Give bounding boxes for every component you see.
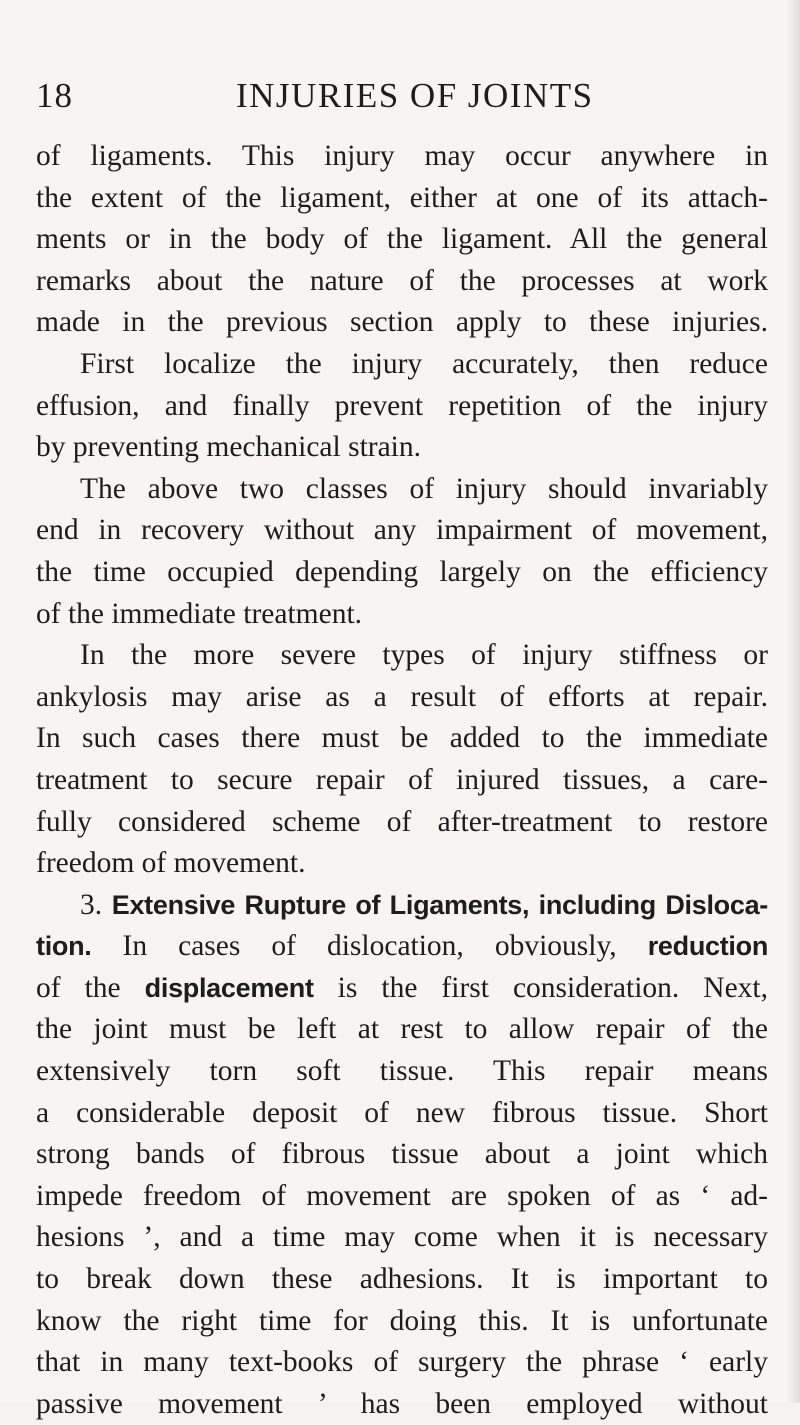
text-run: In cases of dislocation, obviously, [122,930,617,963]
text-line: that in many text-books of surgery the phrase ‘ early [36,1346,768,1379]
text-line: First localize the injury accurately, then reduce [80,347,768,380]
emphasis-reduction: reduction [647,931,769,962]
text-line: impede freedom of movement are spoken of as ‘ ad- [36,1179,768,1212]
text-run: is the first consideration. Next, [337,971,769,1004]
text-line: ankylosis may arise as a result of efforts at repair. [36,680,768,713]
text-line: the joint must be left at rest to allow repair of the [36,1013,768,1046]
text-line: The above two classes of injury should invariably [80,472,768,505]
text-line: extensively torn soft tissue. This repair means [36,1055,768,1088]
text-line: to break down these adhesions. It is important to [36,1263,768,1296]
emphasis-displacement: displacement [144,972,314,1003]
text-line [36,926,768,968]
text-line: a considerable deposit of new fibrous tissue. Short [36,1096,768,1129]
text-line: the extent of the ligament, either at one of its attach- [36,181,768,214]
text-line: treatment to secure repair of injured tissues, a care- [36,763,768,796]
text-line: of the immediate treatment. [36,597,363,630]
text-line: ments or in the body of the ligament. All the general [36,223,768,256]
section-heading-end: tion. [36,931,92,962]
text-line: freedom of movement. [36,847,306,880]
text-line: the time occupied depending largely on the efficiency [36,555,768,588]
page-edge-shadow [786,0,800,1403]
text-line: remarks about the nature of the processes at work [36,264,768,297]
text-line: In the more severe types of injury stiffness or [80,639,768,672]
section-heading: Extensive Rupture of Ligaments, including Disloca- [111,889,768,920]
section-heading-line [36,885,768,927]
text-line: passive movement ’ has been employed without [36,1387,768,1420]
text-run: of the [36,971,121,1004]
running-head: INJURIES OF JOINTS [236,76,594,115]
page-number: 18 [36,76,73,115]
text-line: effusion, and finally prevent repetition of the injury [36,389,768,422]
text-line: fully considered scheme of after-treatment to restore [36,805,768,838]
text-line: hesions ’, and a time may come when it is necessary [36,1221,768,1254]
text-line [36,968,768,1010]
text-line: made in the previous section apply to these injuries. [36,306,768,339]
body-text [36,136,768,1425]
text-line: In such cases there must be added to the immediate [36,722,768,755]
page-header [36,76,768,126]
section-number: 3. [80,888,103,921]
text-line: end in recovery without any impairment of movement, [36,514,768,547]
text-line: of ligaments. This injury may occur anywhere in [36,140,768,172]
text-line: by preventing mechanical strain. [36,431,421,464]
text-line: strong bands of fibrous tissue about a joint which [36,1138,768,1171]
text-line: know the right time for doing this. It is unfortunate [36,1304,768,1337]
